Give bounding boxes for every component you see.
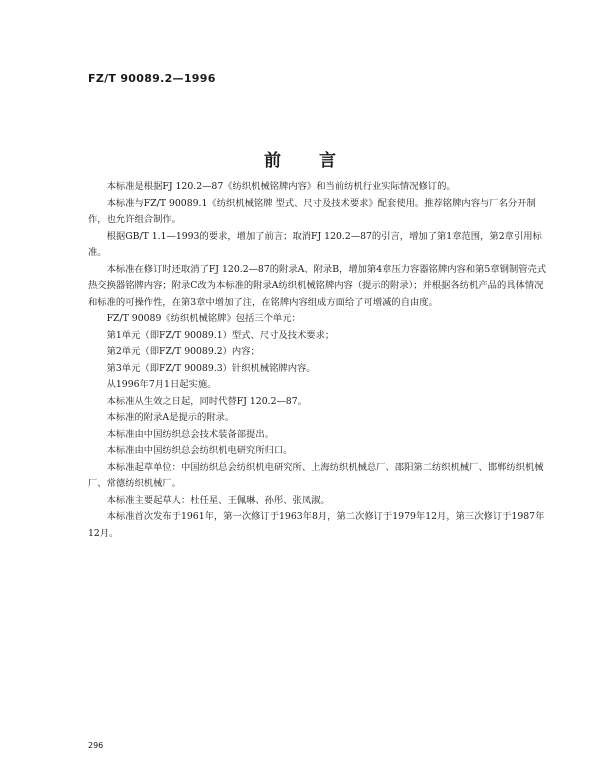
paragraph: 第3单元（即FZ/T 90089.3）针织机械铭牌内容。 <box>106 362 316 374</box>
paragraph: 本标准从生效之日起，同时代替FJ 120.2—87。 <box>106 395 307 407</box>
paragraph: 第1单元（即FZ/T 90089.1）型式、尺寸及技术要求； <box>106 329 335 341</box>
page-number: 296 <box>88 741 104 750</box>
paragraph: 根据GB/T 1.1—1993的要求，增加了前言；取消FJ 120.2—87的引言，增加了第1章范围，第2章引用标准。 <box>88 230 542 258</box>
paragraph: FZ/T 90089《纺织机械铭牌》包括三个单元： <box>106 313 301 324</box>
standard-code: FZ/T 90089.2—1996 <box>88 72 216 85</box>
paragraph: 本标准由中国纺织总会技术装备部提出。 <box>106 428 274 440</box>
paragraph: 本标准与FZ/T 90089.1《纺织机械铭牌 型式、尺寸及技术要求》配套使用。推荐铭牌内容与厂名分开制作，也允许组合制作。 <box>88 197 536 225</box>
paragraph: 本标准起草单位：中国纺织总会纺织机电研究所、上海纺织机械总厂、邵阳第二纺织机械厂、邯郸纺织机械厂、常德纺织机械厂。 <box>88 461 544 489</box>
paragraph: 从1996年7月1日起实施。 <box>106 379 217 390</box>
paragraph: 本标准首次发布于1961年，第一次修订于1963年8月，第二次修订于1979年12月，第三次修订于1987年12月。 <box>88 511 545 539</box>
paragraph: 本标准由中国纺织总会纺织机电研究所归口。 <box>106 445 293 456</box>
paragraph: 第2单元（即FZ/T 90089.2）内容； <box>106 346 260 357</box>
foreword-body <box>88 179 548 542</box>
paragraph: 本标准主要起草人：杜任星、王佩琳、孙彤、张凤淑。 <box>106 494 330 506</box>
paragraph: 本标准在修订时还取消了FJ 120.2—87的附录A、附录B，增加第4章压力容器铭牌内容和第5章钢制管壳式热交换器铭牌内容；附录C改为本标准的附录A纺织机械铭牌内容（提示的附录）；并根据各纺机产品的具体情况和标准的可操作性，在第3章中增加了注，在铭牌内容组成方面给了可增减的自由度。 <box>88 263 547 308</box>
page-title: 前言 <box>264 151 374 171</box>
paragraph: 本标准的附录A是提示的附录。 <box>106 412 235 423</box>
paragraph: 本标准是根据FJ 120.2—87《纺织机械铭牌内容》和当前纺机行业实际情况修订的。 <box>106 181 456 192</box>
